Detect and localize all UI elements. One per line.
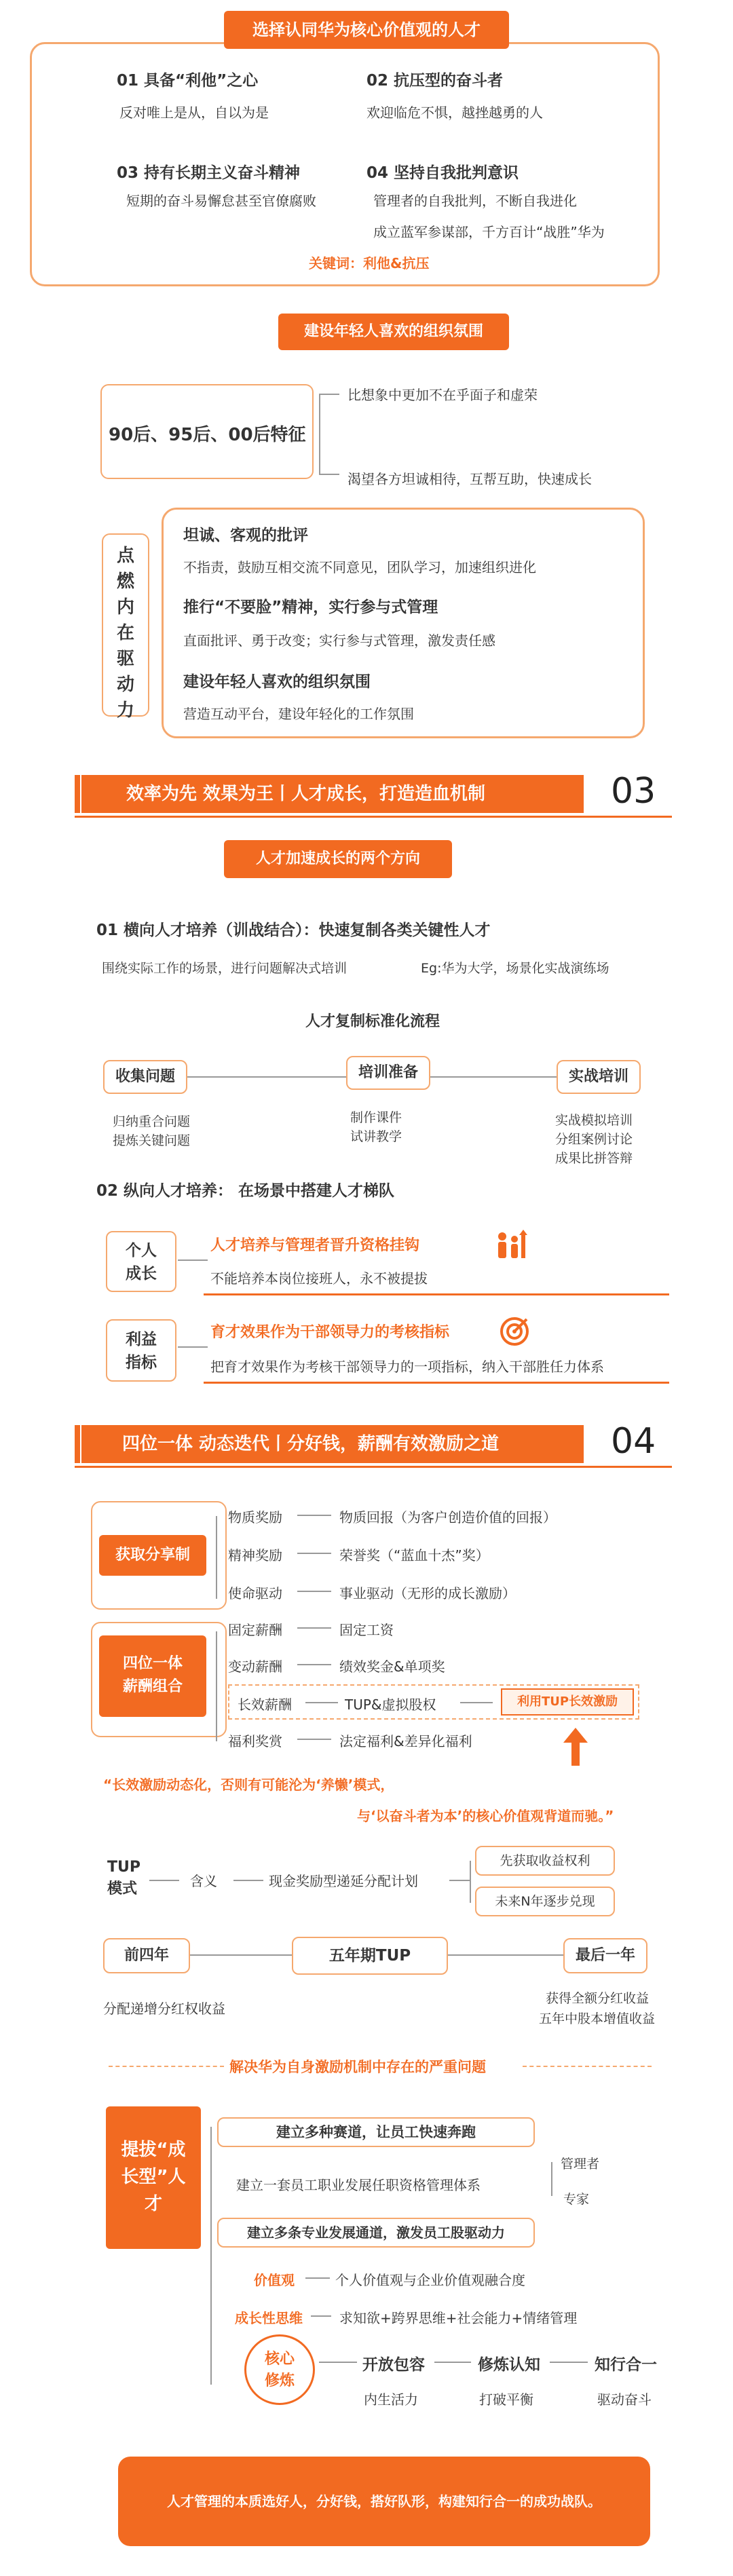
tup-incentive-tag bbox=[501, 1688, 634, 1716]
track-2-manager: 管理者 bbox=[561, 2157, 600, 2172]
section4-banner bbox=[81, 1425, 584, 1463]
quality-4-desc-2: 成立蓝军参谋部，千方百计“战胜”华为 bbox=[373, 224, 605, 240]
core-3: 知行合一 bbox=[595, 2356, 657, 2374]
reward-row-2-value: 荣誉奖（“蓝血十杰”奖） bbox=[339, 1547, 489, 1564]
target-icon bbox=[500, 1317, 529, 1346]
section3-underline bbox=[75, 816, 672, 818]
flow-step-2: 培训准备 bbox=[346, 1056, 430, 1090]
reward-row-7-value: 法定福利&差异化福利 bbox=[339, 1733, 472, 1749]
section3-banner-accent bbox=[75, 775, 80, 813]
benefit-index-rule bbox=[204, 1382, 669, 1384]
quality-2-desc: 欢迎临危不惧，越挫越勇的人 bbox=[366, 105, 543, 121]
drive-item-1-desc: 不指责，鼓励互相交流不同意见，团队学习，加速组织进化 bbox=[183, 559, 536, 575]
reward-row-3-label: 使命驱动 bbox=[228, 1585, 282, 1602]
tup-first-four-desc: 分配递增分红权收益 bbox=[103, 2001, 225, 2017]
drive-item-1-heading: 坦诚、客观的批评 bbox=[183, 527, 308, 544]
quality-4-desc-1: 管理者的自我批判，不断自我进化 bbox=[373, 193, 577, 209]
gen-trait-1: 比想象中更加不在乎面子和虚荣 bbox=[347, 387, 538, 403]
quality-1-heading: 01 具备“利他”之心 bbox=[117, 72, 259, 90]
drive-item-2-desc: 直面批评、勇于改变；实行参与式管理，激发责任感 bbox=[183, 632, 495, 649]
personal-growth-box: 个人成长 bbox=[106, 1231, 176, 1292]
growth-mindset-desc: 求知欲+跨界思维+社会能力+情绪管理 bbox=[339, 2310, 578, 2326]
personal-growth-heading: 人才培养与管理者晋升资格挂钩 bbox=[210, 1237, 420, 1254]
four-in-one-box: 四位一体薪酬组合 bbox=[99, 1635, 206, 1717]
track-2-expert: 专家 bbox=[563, 2192, 590, 2207]
drive-item-2-heading: 推行“不要脸”精神，实行参与式管理 bbox=[183, 599, 438, 616]
section3-banner bbox=[81, 775, 584, 813]
gain-sharing-box: 获取分享制 bbox=[99, 1535, 206, 1576]
gen-trait-2: 渴望各方坦诚相待，互帮互助，快速成长 bbox=[347, 471, 592, 487]
quality-3-desc: 短期的奋斗易懈怠甚至官僚腐败 bbox=[126, 193, 316, 209]
horizontal-desc-a: 围绕实际工作的场景，进行问题解决式培训 bbox=[102, 961, 347, 976]
track-1: 建立多种赛道，让员工快速奔跑 bbox=[217, 2117, 535, 2147]
benefit-index-desc: 把育才效果作为考核干部领导力的一项指标，纳入干部胜任力体系 bbox=[210, 1359, 604, 1375]
track-2: 建立一套员工职业发展任职资格管理体系 bbox=[236, 2177, 481, 2193]
reward-row-7-label: 福利奖赏 bbox=[228, 1733, 282, 1749]
gen-bracket bbox=[319, 394, 320, 475]
values-desc: 个人价值观与企业价值观融合度 bbox=[335, 2272, 525, 2288]
reward-row-5-value: 绩效奖金&单项奖 bbox=[339, 1659, 445, 1675]
tup-last-year-desc-1: 获得全额分红收益 bbox=[546, 1991, 650, 2006]
horizontal-desc-b: Eg:华为大学，场景化实战演练场 bbox=[421, 961, 609, 976]
personal-growth-rule bbox=[204, 1293, 669, 1295]
drive-side-label: 点燃内在驱动力 bbox=[116, 546, 134, 721]
section3-number: 03 bbox=[611, 771, 656, 812]
drive-item-3-heading: 建设年轻人喜欢的组织氛围 bbox=[183, 673, 371, 691]
flow-step-1-a: 归纳重合问题 bbox=[113, 1114, 191, 1129]
reward-row-4-value: 固定工资 bbox=[339, 1622, 394, 1638]
section2-title: 建设年轻人喜欢的组织氛围 bbox=[278, 314, 509, 350]
promote-growth-box: 提拔“成长型”人才 bbox=[106, 2106, 201, 2249]
tup-right-2: 未来N年逐步兑现 bbox=[475, 1887, 615, 1916]
quality-4-heading: 04 坚持自我批判意识 bbox=[366, 164, 519, 182]
vertical-heading: 02 纵向人才培养： 在场景中搭建人才梯队 bbox=[96, 1182, 395, 1200]
core-cultivation-circle: 核心修炼 bbox=[244, 2334, 315, 2405]
flow-step-3-c: 成果比拼答辩 bbox=[555, 1151, 633, 1166]
reward-row-3-value: 事业驱动（无形的成长激励） bbox=[339, 1585, 516, 1602]
values-label: 价值观 bbox=[254, 2272, 295, 2288]
tup-meaning-value: 现金奖励型递延分配计划 bbox=[269, 1873, 418, 1889]
core-1: 开放包容 bbox=[362, 2356, 425, 2374]
tup-incentive-text: 利用TUP长效激励 bbox=[516, 1694, 618, 1709]
section3-banner-text: 效率为先 效果为王丨人才成长，打造造血机制 bbox=[126, 784, 486, 804]
quality-3-heading: 03 持有长期主义奋斗精神 bbox=[117, 164, 301, 182]
core-3-desc: 驱动奋斗 bbox=[597, 2391, 652, 2408]
reward-row-6-value: TUP&虚拟股权 bbox=[345, 1697, 436, 1713]
section4-banner-text: 四位一体 动态迭代丨分好钱，薪酬有效激励之道 bbox=[122, 1434, 500, 1454]
reward-row-2-label: 精神奖励 bbox=[228, 1547, 282, 1564]
core-2-desc: 打破平衡 bbox=[479, 2391, 533, 2408]
flow-step-3: 实战培训 bbox=[557, 1060, 641, 1094]
reward-row-6-label: 长效薪酬 bbox=[238, 1697, 292, 1713]
keywords: 关键词：利他&抗压 bbox=[309, 255, 430, 271]
section4-number: 04 bbox=[611, 1421, 656, 1462]
tup-five-year: 五年期TUP bbox=[292, 1937, 448, 1975]
people-icon bbox=[494, 1230, 529, 1261]
flow-step-2-b: 试讲教学 bbox=[350, 1129, 402, 1144]
horizontal-heading: 01 横向人才培养（训战结合）：快速复制各类关键性人才 bbox=[96, 922, 491, 939]
reward-row-4-label: 固定薪酬 bbox=[228, 1622, 282, 1638]
up-arrow-icon bbox=[563, 1728, 588, 1766]
tup-label: TUP模式 bbox=[107, 1859, 140, 1897]
flow-title: 人才复制标准化流程 bbox=[305, 1013, 440, 1030]
tup-meaning-label: 含义 bbox=[190, 1873, 217, 1889]
drive-item-3-desc: 营造互动平台，建设年轻化的工作氛围 bbox=[183, 706, 414, 722]
reward-row-1-label: 物质奖励 bbox=[228, 1509, 282, 1526]
tup-first-four-years: 前四年 bbox=[103, 1938, 190, 1973]
flow-step-1: 收集问题 bbox=[103, 1060, 187, 1094]
section4-underline bbox=[75, 1466, 672, 1468]
flow-step-2-a: 制作课件 bbox=[350, 1110, 402, 1125]
quote-line-2: 与‘以奋斗者为本’的核心价值观背道而驰。” bbox=[357, 1808, 614, 1824]
flow-step-3-b: 分组案例讨论 bbox=[555, 1132, 633, 1147]
tup-last-year-desc-2: 五年中股本增值收益 bbox=[539, 2011, 656, 2026]
reward-row-1-value: 物质回报（为客户创造价值的回报） bbox=[339, 1509, 557, 1526]
flow-step-1-b: 提炼关键问题 bbox=[113, 1133, 191, 1148]
solution-heading: 解决华为自身激励机制中存在的严重问题 bbox=[229, 2059, 486, 2075]
quality-1-desc: 反对唯上是从，自以为是 bbox=[119, 105, 269, 121]
section3-subtitle: 人才加速成长的两个方向 bbox=[224, 840, 452, 878]
quote-line-1: “长效激励动态化，否则有可能沦为‘养懒’模式， bbox=[103, 1777, 394, 1793]
tup-right-1: 先获取收益权利 bbox=[475, 1846, 615, 1876]
benefit-index-heading: 育才效果作为干部领导力的考核指标 bbox=[210, 1324, 450, 1341]
core-1-desc: 内生活力 bbox=[364, 2391, 418, 2408]
section4-banner-accent bbox=[75, 1425, 80, 1463]
track-3: 建立多条专业发展通道，激发员工股驱动力 bbox=[217, 2218, 535, 2248]
benefit-index-box: 利益指标 bbox=[106, 1319, 176, 1382]
growth-mindset-label: 成长性思维 bbox=[235, 2310, 303, 2326]
quality-2-heading: 02 抗压型的奋斗者 bbox=[366, 72, 504, 90]
core-2: 修炼认知 bbox=[478, 2356, 540, 2374]
gen-label: 90后、95后、00后特征 bbox=[109, 425, 306, 445]
personal-growth-desc: 不能培养本岗位接班人，永不被提拔 bbox=[210, 1270, 428, 1287]
footer-summary: 人才管理的本质选好人，分好钱，搭好队形，构建知行合一的成功战队。 bbox=[118, 2457, 650, 2546]
reward-row-5-label: 变动薪酬 bbox=[228, 1659, 282, 1675]
section1-title: 选择认同华为核心价值观的人才 bbox=[224, 11, 509, 49]
flow-step-3-a: 实战模拟培训 bbox=[555, 1113, 633, 1128]
tup-last-year: 最后一年 bbox=[563, 1938, 647, 1973]
